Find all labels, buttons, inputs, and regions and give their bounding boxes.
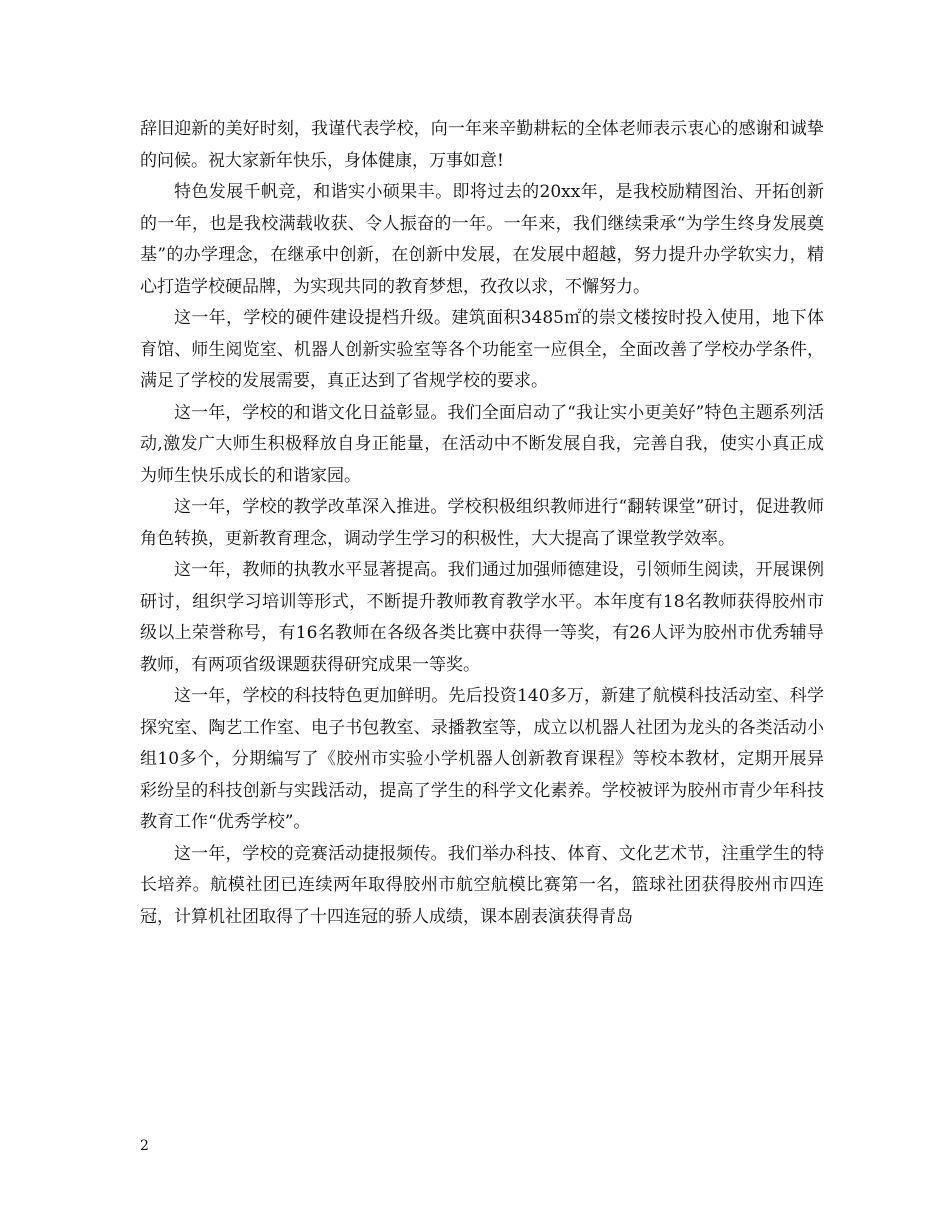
paragraph-5: 这一年，学校的教学改革深入推进。学校积极组织教师进行“翻转课堂”研讨，促进教师角色转换，更新教育理念，调动学生学习的积极性，大大提高了课堂教学效率。 [140,497,824,549]
paragraph-2: 特色发展千帆竞，和谐实小硕果丰。即将过去的20xx年，是我校励精图治、开拓创新的一年，也是我校满载收获、令人振奋的一年。一年来，我们继续秉承“为学生终身发展奠基”的办学理念，在继承中创新，在创新中发展，在发展中超越，努力提升办学软实力，精心打造学校硬品牌，为实现共同的教育梦想，孜孜以求，不懈努力。 [140,182,824,297]
page-number: 2 [140,1138,149,1154]
paragraph-7: 这一年，学校的科技特色更加鲜明。先后投资140多万，新建了航模科技活动室、科学探究室、陶艺工作室、电子书包教室、录播教室等，成立以机器人社团为龙头的各类活动小组10多个，分期编写了《胶州市实验小学机器人创新教育课程》等校本教材，定期开展异彩纷呈的科技创新与实践活动，提高了学生的科学文化素养。学校被评为胶州市青少年科技教育工作“优秀学校”。 [140,686,824,832]
paragraph-8: 这一年，学校的竞赛活动捷报频传。我们举办科技、体育、文化艺术节，注重学生的特长培养。航模社团已连续两年取得胶州市航空航模比赛第一名，篮球社团获得胶州市四连冠，计算机社团取得了十四连冠的骄人成绩，课本剧表演获得青岛 [140,843,824,927]
paragraph-6: 这一年，教师的执教水平显著提高。我们通过加强师德建设，引领师生阅读，开展课例研讨，组织学习培训等形式，不断提升教师教育教学水平。本年度有18名教师获得胶州市级以上荣誉称号，有16名教师在各级各类比赛中获得一等奖，有26人评为胶州市优秀辅导教师，有两项省级课题获得研究成果一等奖。 [140,560,824,675]
document-body [140,114,824,933]
paragraph-4: 这一年，学校的和谐文化日益彰显。我们全面启动了“我让实小更美好”特色主题系列活动,激发广大师生积极释放自身正能量，在活动中不断发展自我，完善自我，使实小真正成为师生快乐成长的和谐家园。 [140,402,824,486]
paragraph-3: 这一年，学校的硬件建设提档升级。建筑面积3485㎡的崇文楼按时投入使用，地下体育馆、师生阅览室、机器人创新实验室等各个功能室一应俱全，全面改善了学校办学条件，满足了学校的发展需要，真正达到了省规学校的要求。 [140,308,824,391]
paragraph-1: 辞旧迎新的美好时刻，我谨代表学校，向一年来辛勤耕耘的全体老师表示衷心的感谢和诚挚的问候。祝大家新年快乐，身体健康，万事如意! [140,119,824,171]
